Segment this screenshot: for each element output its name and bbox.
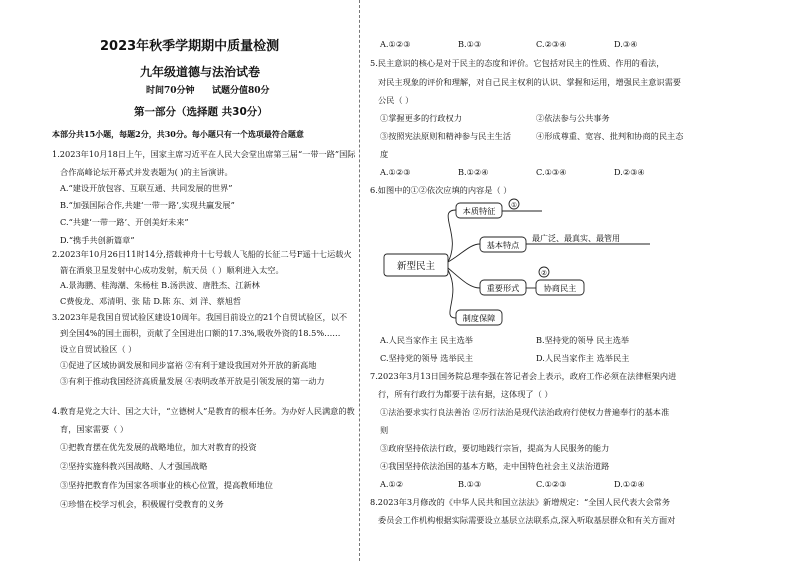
q5-option-3: ③按照宪法原则和精神参与民主生活 <box>380 131 512 141</box>
q5-answer-c: C.①③④ <box>536 167 567 177</box>
q5-option-2: ②依法参与公共事务 <box>536 113 610 123</box>
q3-options-2: ③有利于推动我国经济高质量发展 ④表明改革开放是引领发展的第一动力 <box>60 376 325 386</box>
q4-answer-b: B.①③ <box>458 39 482 49</box>
q7-answer-b: B.①③ <box>458 479 482 489</box>
branch-label-2: 基本特点 <box>486 240 520 250</box>
q6-answer-c: C.坚持党的领导 选举民主 <box>380 353 474 363</box>
q7-option-3: ③政府坚持依法行政，要切地践行宗旨，提高为人民服务的能力 <box>380 443 610 453</box>
question-6-line: 6.如图中的①②依次应填的内容是（ ） <box>370 185 512 195</box>
branch-label-4: 制度保障 <box>462 313 496 323</box>
exam-subtitle: 九年级道德与法治试卷 <box>140 65 261 79</box>
question-5-line-3: 公民（ ） <box>378 95 414 105</box>
q1-option-c: C.“共建‘一带一路’、开创美好未来” <box>60 217 189 227</box>
q7-option-4: ④我国坚持依法治国的基本方略，走中国特色社会主义法治道路 <box>380 461 610 471</box>
q6-answer-a: A.人民当家作主 民主选举 <box>380 335 473 345</box>
question-1-line-1: 1.2023年10月18日上午，国家主席习近平在人民大会堂出席第三届“一带一路”国际 <box>52 149 356 159</box>
question-1-line-2: 合作高峰论坛开幕式并发表题为( )的主旨演讲。 <box>60 167 233 177</box>
q5-answer-d: D.②③④ <box>614 167 645 177</box>
q6-answer-d: D.人民当家作主 选举民主 <box>536 353 630 363</box>
q7-option-1-2: ①法治要求实行良法善治 ②厉行法治是现代法治政府行使权力普遍奉行的基本准 <box>380 407 670 417</box>
question-2-line-2: 箭在酒泉卫星发射中心成功发射，航天员（ ）顺利进入太空。 <box>60 265 284 275</box>
part-one-heading: 第一部分（选择题 共30分） <box>134 106 268 118</box>
q7-answer-c: C.①②③ <box>536 479 567 489</box>
form-label: 协商民主 <box>543 283 577 293</box>
q4-answer-d: D.③④ <box>614 39 638 49</box>
q5-answer-a: A.①②③ <box>380 167 411 177</box>
q4-option-2: ②坚持实施科教兴国战略、人才强国战略 <box>60 461 208 471</box>
column-divider <box>359 0 360 561</box>
question-3-line-1: 3.2023年是我国自贸试验区建设10周年。我国目前设立的21个自贸试验区，以不 <box>52 312 348 322</box>
q7-answer-d: D.①②④ <box>614 479 645 489</box>
center-label: 新型民主 <box>396 261 436 272</box>
q5-option-4-cont: 度 <box>380 149 389 159</box>
q7-option-2-cont: 则 <box>380 425 389 435</box>
q5-option-1: ①掌握更多的行政权力 <box>380 113 462 123</box>
q5-option-4: ④形成尊重、宽容、批判和协商的民主态 <box>536 131 684 141</box>
q6-answer-b: B.坚持党的领导 民主选举 <box>536 335 630 345</box>
branch-label-1: 本质特征 <box>462 206 496 216</box>
question-7-line-2: 行，所有行政行为都要于法有据，这体现了（ ） <box>378 389 553 399</box>
right-column <box>370 0 690 561</box>
exam-score: 试题分值80分 <box>212 86 270 96</box>
q4-option-3: ③坚持把教育作为国家各项事业的核心位置，提高教师地位 <box>60 480 273 490</box>
exam-title: 2023年秋季学期期中质量检测 <box>100 39 280 54</box>
q4-answer-a: A.①②③ <box>380 39 411 49</box>
question-8-line-2: 委员会工作机构根据实际需要设立基层立法联系点,深入听取基层群众和有关方面对 <box>378 515 676 525</box>
q4-answer-c: C.②③④ <box>536 39 567 49</box>
q2-option-ab: A.景海鹏、桂海潮、朱杨柱 B.汤洪波、唐胜杰、江新林 <box>60 280 260 290</box>
question-3-line-2: 到全国4%的国土面积，贡献了全国进出口额的17.3%,吸收外资的18.5%…… <box>60 328 341 338</box>
instructions: 本部分共15小题，每题2分，共30分。每小题只有一个选项最符合题意 <box>52 129 304 139</box>
q2-option-cd: C费俊龙、邓清明、张 陆 D.陈 东、刘 洋、蔡旭哲 <box>60 296 242 306</box>
q3-options-1: ①促进了区域协调发展和同步富裕 ②有利于建设我国对外开放的新高地 <box>60 360 317 370</box>
question-8-line-1: 8.2023年3月修改的《中华人民共和国立法法》新增规定：“全国人民代表大会常务 <box>370 497 671 507</box>
democracy-diagram <box>370 196 690 328</box>
circle-label-2: ② <box>541 269 547 277</box>
question-3-line-3: 设立自贸试验区（ ） <box>60 344 137 354</box>
q4-option-4: ④珍惜在校学习机会，积极履行受教育的义务 <box>60 499 224 509</box>
q1-option-b: B.“加强国际合作,共建‘一带一路’,实现共赢发展” <box>60 200 235 210</box>
question-4-line-1: 4.教育是党之大计、国之大计，“立德树人”是教育的根本任务。为办好人民满意的教 <box>52 406 355 416</box>
circle-label-1: ① <box>511 201 517 209</box>
question-5-line-2: 对民主现象的评价和理解，对自己民主权利的认识、掌握和运用，增强民主意识需要 <box>378 77 681 87</box>
left-column <box>52 0 356 561</box>
exam-time: 时间70分钟 <box>146 86 195 96</box>
q1-option-a: A.“建设开放包容、互联互通、共同发展的世界” <box>60 183 233 193</box>
q4-option-1: ①把教育摆在优先发展的战略地位，加大对教育的投资 <box>60 442 257 452</box>
question-7-line-1: 7.2023年3月13日国务院总理李强在答记者会上表示，政府工作必须在法律框架内进 <box>370 371 677 381</box>
branch-label-3: 重要形式 <box>486 283 520 293</box>
question-4-line-2: 育，国家需要（ ） <box>60 424 129 434</box>
feature-label: 最广泛、最真实、最管用 <box>532 234 620 243</box>
q1-option-d: D.“携手共创新篇章” <box>60 235 135 245</box>
q7-answer-a: A.①② <box>380 479 404 489</box>
question-5-line-1: 5.民主意识的核心是对于民主的态度和评价。它包括对民主的性质、作用的看法， <box>370 58 665 68</box>
question-2-line-1: 2.2023年10月26日11时14分,搭载神舟十七号载人飞船的长征二号F遥十七运载火 <box>52 249 352 259</box>
q5-answer-b: B.①②④ <box>458 167 489 177</box>
